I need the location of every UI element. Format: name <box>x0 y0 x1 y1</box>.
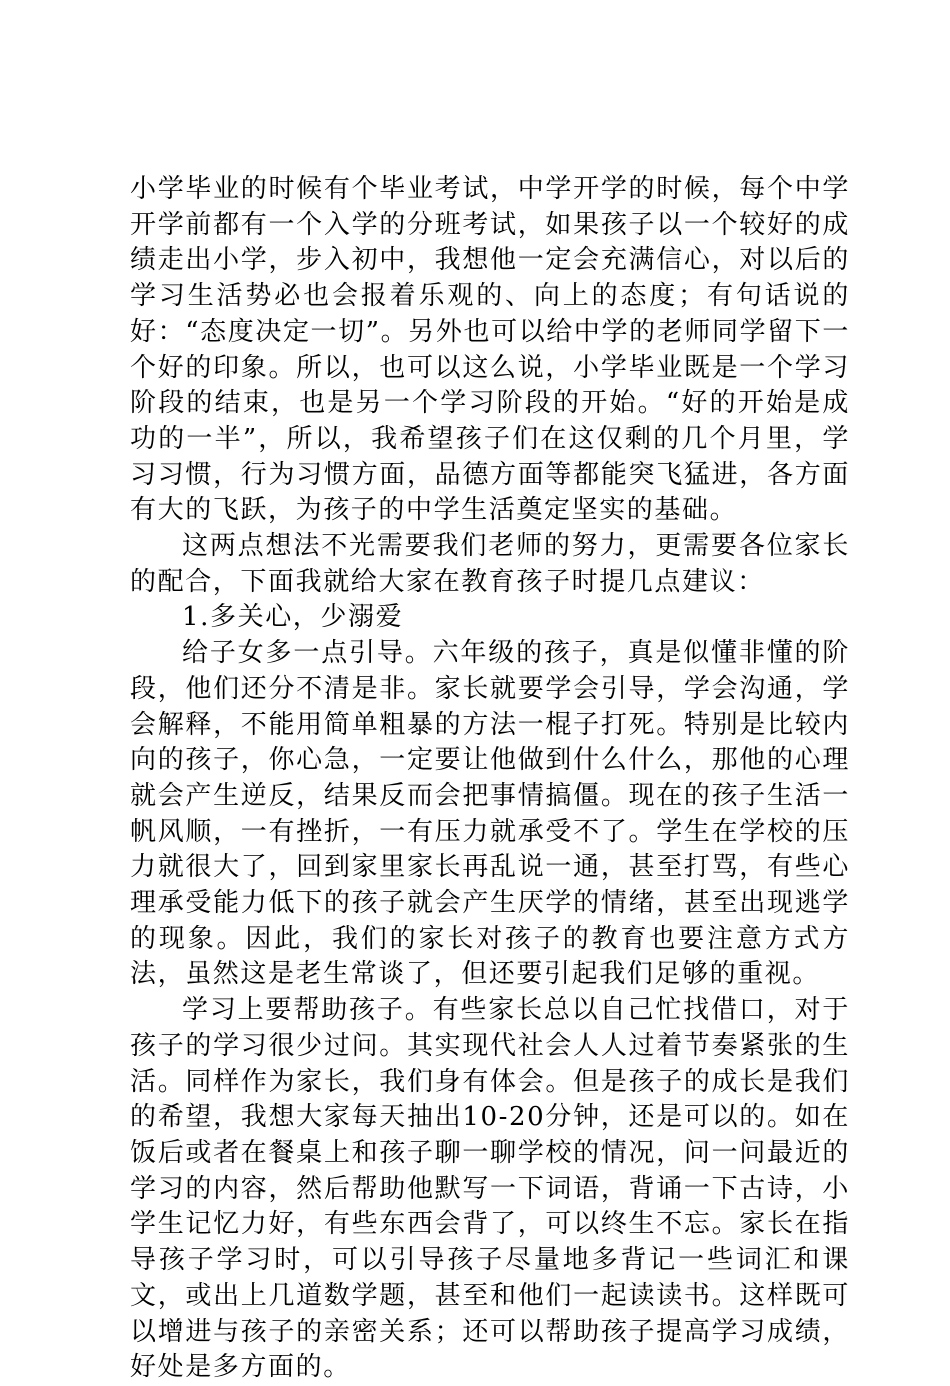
paragraph-study-help: 学习上要帮助孩子。有些家长总以自己忙找借口，对于孩子的学习很少过问。其实现代社会人人过着节奏紧张的生活。同样作为家长，我们身有体会。但是孩子的成长是我们的希望，我想大家每天抽出10-20分钟，还是可以的。如在饭后或者在餐桌上和孩子聊一聊学校的情况，问一问最近的学习的内容，然后帮助他默写一下词语，背诵一下古诗，小学生记忆力好，有些东西会背了，可以终生不忘。家长在指导孩子学习时，可以引导孩子尽量地多背记一些词汇和课文，或出上几道数学题，甚至和他们一起读读书。这样既可以增进与孩子的亲密关系；还可以帮助孩子提高学习成绩，好处是多方面的。 <box>130 995 850 1383</box>
section-heading: 1.多关心，少溺爱 <box>182 602 404 633</box>
paragraph-guidance: 给子女多一点引导。六年级的孩子，真是似懂非懂的阶段，他们还分不清是非。家长就要学会引导，学会沟通，学会解释，不能用简单粗暴的方法一棍子打死。特别是比较内向的孩子，你心急，一定要让他做到什么什么，那他的心理就会产生逆反，结果反而会把事情搞僵。现在的孩子生活一帆风顺，一有挫折，一有压力就承受不了。学生在学校的压力就很大了，回到家里家长再乱说一通，甚至打骂，有些心理承受能力低下的孩子就会产生厌学的情绪，甚至出现逃学的现象。因此，我们的家长对孩子的教育也要注意方式方法，虽然这是老生常谈了，但还要引起我们足够的重视。 <box>130 638 850 990</box>
paragraph-suggestions-intro: 这两点想法不光需要我们老师的努力，更需要各位家长的配合，下面我就给大家在教育孩子时提几点建议： <box>130 531 850 597</box>
document-body <box>130 172 850 1386</box>
paragraph-continuation: 小学毕业的时候有个毕业考试，中学开学的时候，每个中学开学前都有一个入学的分班考试，如果孩子以一个较好的成绩走出小学，步入初中，我想他一定会充满信心，对以后的学习生活势必也会报着乐观的、向上的态度；有句话说的好：“态度决定一切”。另外也可以给中学的老师同学留下一个好的印象。所以，也可以这么说，小学毕业既是一个学习阶段的结束，也是另一个学习阶段的开始。“好的开始是成功的一半”，所以，我希望孩子们在这仅剩的几个月里，学习习惯，行为习惯方面，品德方面等都能突飞猛进，各方面有大的飞跃，为孩子的中学生活奠定坚实的基础。 <box>130 174 850 526</box>
